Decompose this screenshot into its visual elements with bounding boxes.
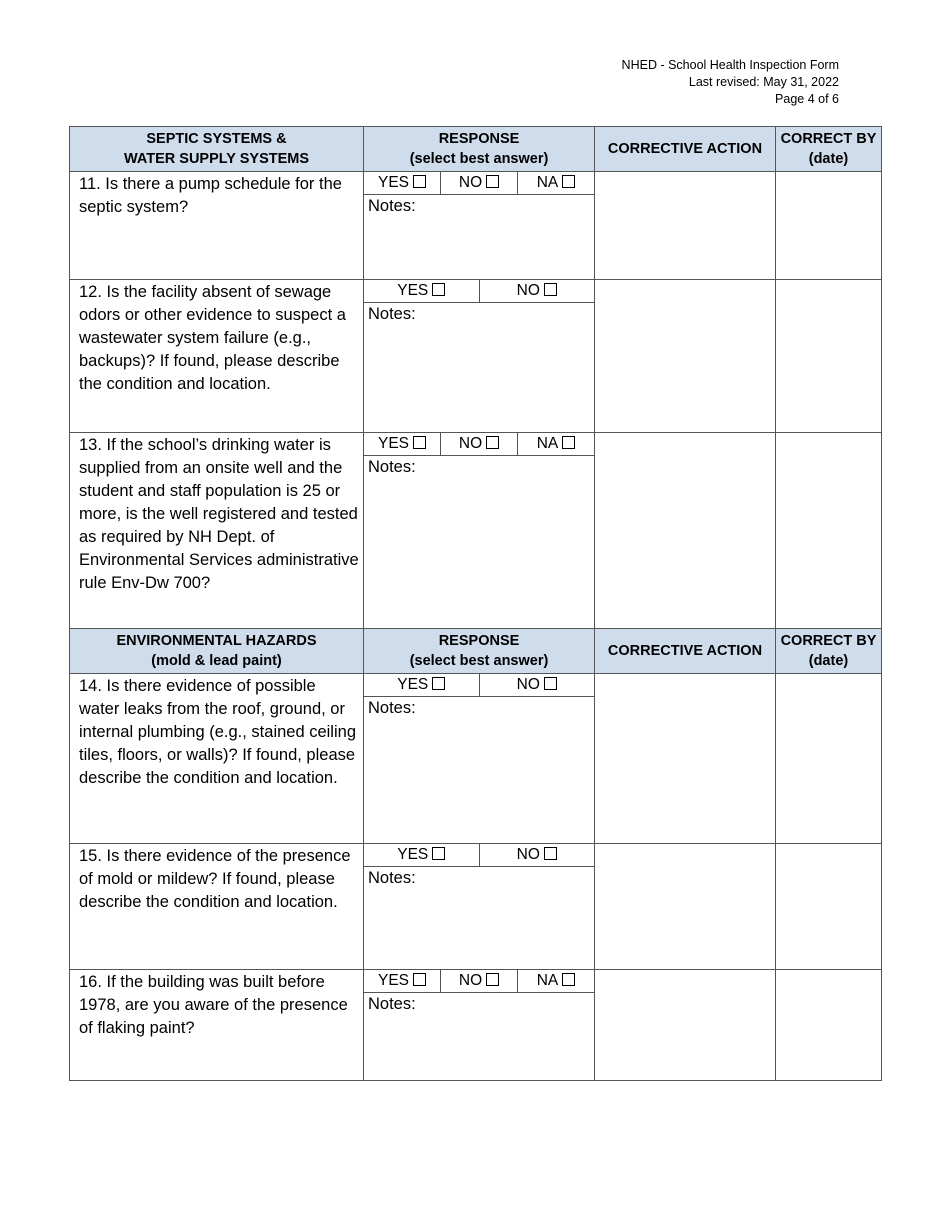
- checkbox[interactable]: [544, 283, 557, 296]
- option-label: NO: [516, 282, 540, 299]
- notes-field[interactable]: Notes:: [368, 305, 416, 323]
- form-title: NHED - School Health Inspection Form: [621, 58, 839, 72]
- option-no[interactable]: [479, 280, 595, 302]
- question-text: 13. If the school’s drinking water is supplied from an onsite well and the student and staff population is 25 or more, is the well registered and tested as required by NH Dept. of Environmental Services administrative rule Env-Dw 700?: [79, 436, 359, 592]
- option-label: NO: [516, 846, 540, 863]
- checkbox[interactable]: [432, 677, 445, 690]
- question-row: [70, 970, 882, 1081]
- page-number: Page 4 of 6: [775, 92, 839, 106]
- option-no[interactable]: [440, 172, 517, 194]
- section-title-line1: SEPTIC SYSTEMS &: [146, 131, 287, 147]
- notes-field[interactable]: Notes:: [368, 869, 416, 887]
- option-no[interactable]: [440, 433, 517, 455]
- corrective-action-cell[interactable]: [595, 433, 776, 629]
- question-text: 16. If the building was built before 1978, are you aware of the presence of flaking paint?: [79, 973, 348, 1037]
- response-options: [364, 970, 594, 993]
- notes-field[interactable]: Notes:: [368, 458, 416, 476]
- response-cell: [364, 674, 595, 844]
- corrective-action-label: CORRECTIVE ACTION: [607, 643, 763, 659]
- checkbox[interactable]: [562, 973, 575, 986]
- corrective-action-cell[interactable]: [595, 844, 776, 970]
- response-cell: [364, 280, 595, 433]
- option-label: NA: [536, 174, 559, 191]
- option-yes[interactable]: [364, 172, 440, 194]
- corrective-action-header: [595, 127, 776, 172]
- checkbox[interactable]: [544, 847, 557, 860]
- question-text: 15. Is there evidence of the presence of mold or mildew? If found, please describe the condition and location.: [79, 847, 351, 911]
- checkbox[interactable]: [486, 175, 499, 188]
- option-label: NA: [536, 972, 559, 989]
- response-options: [364, 433, 594, 456]
- correct-by-cell[interactable]: [776, 172, 882, 280]
- checkbox[interactable]: [413, 973, 426, 986]
- section-header-row: [70, 629, 882, 674]
- option-na[interactable]: [517, 172, 594, 194]
- response-header-line2: (select best answer): [409, 151, 549, 167]
- checkbox[interactable]: [432, 283, 445, 296]
- response-options: [364, 844, 594, 867]
- checkbox[interactable]: [544, 677, 557, 690]
- section-title: [70, 629, 364, 674]
- response-cell: [364, 172, 595, 280]
- correct-by-cell[interactable]: [776, 433, 882, 629]
- notes-field[interactable]: Notes:: [368, 197, 416, 215]
- question-text: 14. Is there evidence of possible water leaks from the roof, ground, or internal plumbing (e.g., stained ceiling tiles, floors, or walls)? If found, please describe the condition and location.: [79, 677, 356, 787]
- notes-field[interactable]: Notes:: [368, 995, 416, 1013]
- checkbox[interactable]: [562, 175, 575, 188]
- option-na[interactable]: [517, 433, 594, 455]
- question-row: [70, 172, 882, 280]
- corrective-action-cell[interactable]: [595, 674, 776, 844]
- option-label: YES: [397, 282, 429, 299]
- checkbox[interactable]: [413, 436, 426, 449]
- response-header-line1: RESPONSE: [438, 633, 520, 649]
- question-text: 11. Is there a pump schedule for the septic system?: [79, 175, 342, 216]
- correct-by-line2: (date): [808, 151, 849, 167]
- inspection-table: [69, 126, 882, 1081]
- last-revised: Last revised: May 31, 2022: [688, 75, 839, 89]
- question-row: [70, 280, 882, 433]
- question-row: [70, 844, 882, 970]
- question-row: [70, 674, 882, 844]
- corrective-action-cell[interactable]: [595, 970, 776, 1081]
- checkbox[interactable]: [562, 436, 575, 449]
- response-header: [364, 127, 595, 172]
- option-na[interactable]: [517, 970, 594, 992]
- section-title: [70, 127, 364, 172]
- correct-by-cell[interactable]: [776, 970, 882, 1081]
- checkbox[interactable]: [486, 436, 499, 449]
- option-no[interactable]: [479, 674, 595, 696]
- option-label: YES: [377, 174, 409, 191]
- response-header: [364, 629, 595, 674]
- notes-field[interactable]: Notes:: [368, 699, 416, 717]
- section-title-line2: (mold & lead paint): [151, 653, 282, 669]
- corrective-action-header: [595, 629, 776, 674]
- option-label: YES: [397, 846, 429, 863]
- option-label: NO: [458, 174, 483, 191]
- correct-by-line1: CORRECT BY: [780, 633, 877, 649]
- corrective-action-label: CORRECTIVE ACTION: [607, 141, 763, 157]
- section-title-line1: ENVIRONMENTAL HAZARDS: [116, 633, 317, 649]
- option-label: YES: [397, 676, 429, 693]
- option-label: YES: [377, 435, 409, 452]
- option-no[interactable]: [479, 844, 595, 866]
- correct-by-cell[interactable]: [776, 844, 882, 970]
- option-no[interactable]: [440, 970, 517, 992]
- question-row: [70, 433, 882, 629]
- option-label: NO: [458, 972, 483, 989]
- corrective-action-cell[interactable]: [595, 172, 776, 280]
- response-cell: [364, 844, 595, 970]
- option-yes[interactable]: [364, 433, 440, 455]
- response-options: [364, 280, 594, 303]
- response-options: [364, 674, 594, 697]
- option-yes[interactable]: [364, 970, 440, 992]
- response-header-line2: (select best answer): [409, 653, 549, 669]
- option-yes[interactable]: [364, 674, 479, 696]
- option-yes[interactable]: [364, 280, 479, 302]
- correct-by-cell[interactable]: [776, 280, 882, 433]
- option-yes[interactable]: [364, 844, 479, 866]
- option-label: NO: [516, 676, 540, 693]
- question-text: 12. Is the facility absent of sewage odors or other evidence to suspect a wastewater system failure (e.g., backups)? If found, please describe the condition and location.: [79, 283, 346, 393]
- section-header-row: [70, 127, 882, 172]
- correct-by-line2: (date): [808, 653, 849, 669]
- response-options: [364, 172, 594, 195]
- corrective-action-cell[interactable]: [595, 280, 776, 433]
- checkbox[interactable]: [413, 175, 426, 188]
- option-label: NO: [458, 435, 483, 452]
- option-label: NA: [536, 435, 559, 452]
- response-header-line1: RESPONSE: [438, 131, 520, 147]
- checkbox[interactable]: [486, 973, 499, 986]
- option-label: YES: [377, 972, 409, 989]
- page-header: [622, 57, 839, 108]
- correct-by-header: [776, 629, 882, 674]
- correct-by-cell[interactable]: [776, 674, 882, 844]
- correct-by-line1: CORRECT BY: [780, 131, 877, 147]
- section-title-line2: WATER SUPPLY SYSTEMS: [123, 151, 310, 167]
- response-cell: [364, 433, 595, 629]
- correct-by-header: [776, 127, 882, 172]
- checkbox[interactable]: [432, 847, 445, 860]
- response-cell: [364, 970, 595, 1081]
